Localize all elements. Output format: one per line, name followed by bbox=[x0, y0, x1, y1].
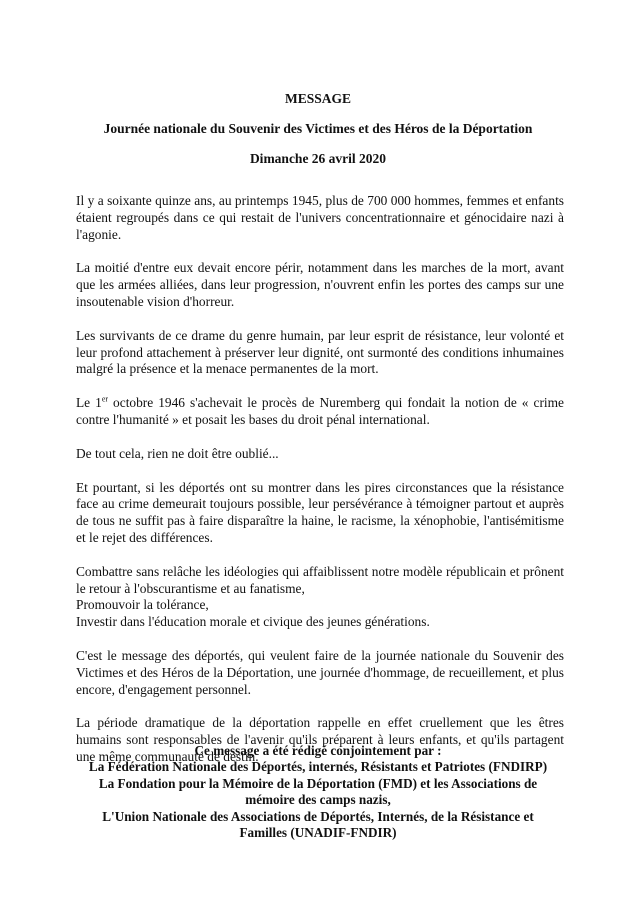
paragraph-8: C'est le message des déportés, qui veulent faire de la journée nationale du Souvenir des Victimes et des Héros de la Déportation, une journée d'hommage, de recueillement, et plus encore, d'engagement personnel. bbox=[76, 647, 564, 697]
paragraph-5: De tout cela, rien ne doit être oublié... bbox=[76, 445, 279, 461]
paragraph-3: Les survivants de ce drame du genre humain, par leur esprit de résistance, leur volonté et leur profond attachement à préserver leur dignité, ont surmonté des conditions inhumaines malgré la présence et la menace permanentes de la mort. bbox=[76, 327, 564, 377]
document-title: Journée nationale du Souvenir des Victimes et des Héros de la Déportation bbox=[103, 121, 533, 136]
paragraph-6: Et pourtant, si les déportés ont su montrer dans les pires circonstances que la résistance face au crime demeurait toujours possible, leur persévérance à témoigner partout et auprès de tous ne suffit pas à faire disparaître la haine, le racisme, la xénophobie, l'antisémitisme et le rejet des différences. bbox=[76, 479, 564, 545]
message-label: MESSAGE bbox=[284, 91, 352, 106]
signatory-fmd-line-1: La Fondation pour la Mémoire de la Déportation (FMD) et les Associations de bbox=[98, 775, 538, 791]
signatory-unadif-line-1: L'Union Nationale des Associations de Déportés, Internés, de la Résistance et bbox=[102, 808, 534, 824]
message-body bbox=[76, 193, 564, 783]
ordinal-superscript: er bbox=[101, 394, 109, 404]
paragraph-7-line-1: Combattre sans relâche les idéologies qui affaiblissent notre modèle républicain et prônent le retour à l'obscurantisme et au fanatisme, bbox=[76, 563, 564, 596]
paragraph-1: Il y a soixante quinze ans, au printemps 1945, plus de 700 000 hommes, femmes et enfants étaient regroupés dans ce qui restait de l'univers concentrationnaire et génocidaire nazi à l'agonie. bbox=[76, 193, 564, 242]
paragraph-4-start: Le 1 bbox=[76, 395, 102, 411]
signatory-unadif-line-2: Familles (UNADIF-FNDIR) bbox=[239, 825, 397, 841]
paragraph-4 bbox=[76, 395, 564, 429]
paragraph-2: La moitié d'entre eux devait encore périr, notamment dans les marches de la mort, avant que les armées alliées, dans leur progression, n'ouvrent enfin les portes des camps sur une insoutenable vision d'horreur. bbox=[76, 260, 564, 309]
signatory-fmd-line-2: mémoire des camps nazis, bbox=[245, 792, 391, 808]
paragraph-7-line-3: Investir dans l'éducation morale et civique des jeunes générations. bbox=[76, 614, 430, 630]
signatory-fndirp: La Fédération Nationale des Déportés, internés, Résistants et Patriotes (FNDIRP) bbox=[88, 759, 548, 775]
signatories-intro: Ce message a été rédigé conjointement par : bbox=[194, 743, 442, 758]
paragraph-7-line-2: Promouvoir la tolérance, bbox=[76, 597, 209, 613]
document-date: Dimanche 26 avril 2020 bbox=[249, 151, 387, 166]
paragraph-9: La période dramatique de la déportation rappelle en effet cruellement que les êtres humains sont responsables de l'avenir qu'ils préparent à leurs enfants, et qu'ils partagent une même communauté de destin. bbox=[76, 715, 564, 764]
paragraph-4-rest: octobre 1946 s'achevait le procès de Nuremberg qui fondait la notion de « crime contre l'humanité » et posait les bases du droit pénal international. bbox=[76, 395, 564, 427]
paragraph-7 bbox=[76, 564, 564, 631]
signatories-block bbox=[60, 743, 576, 841]
